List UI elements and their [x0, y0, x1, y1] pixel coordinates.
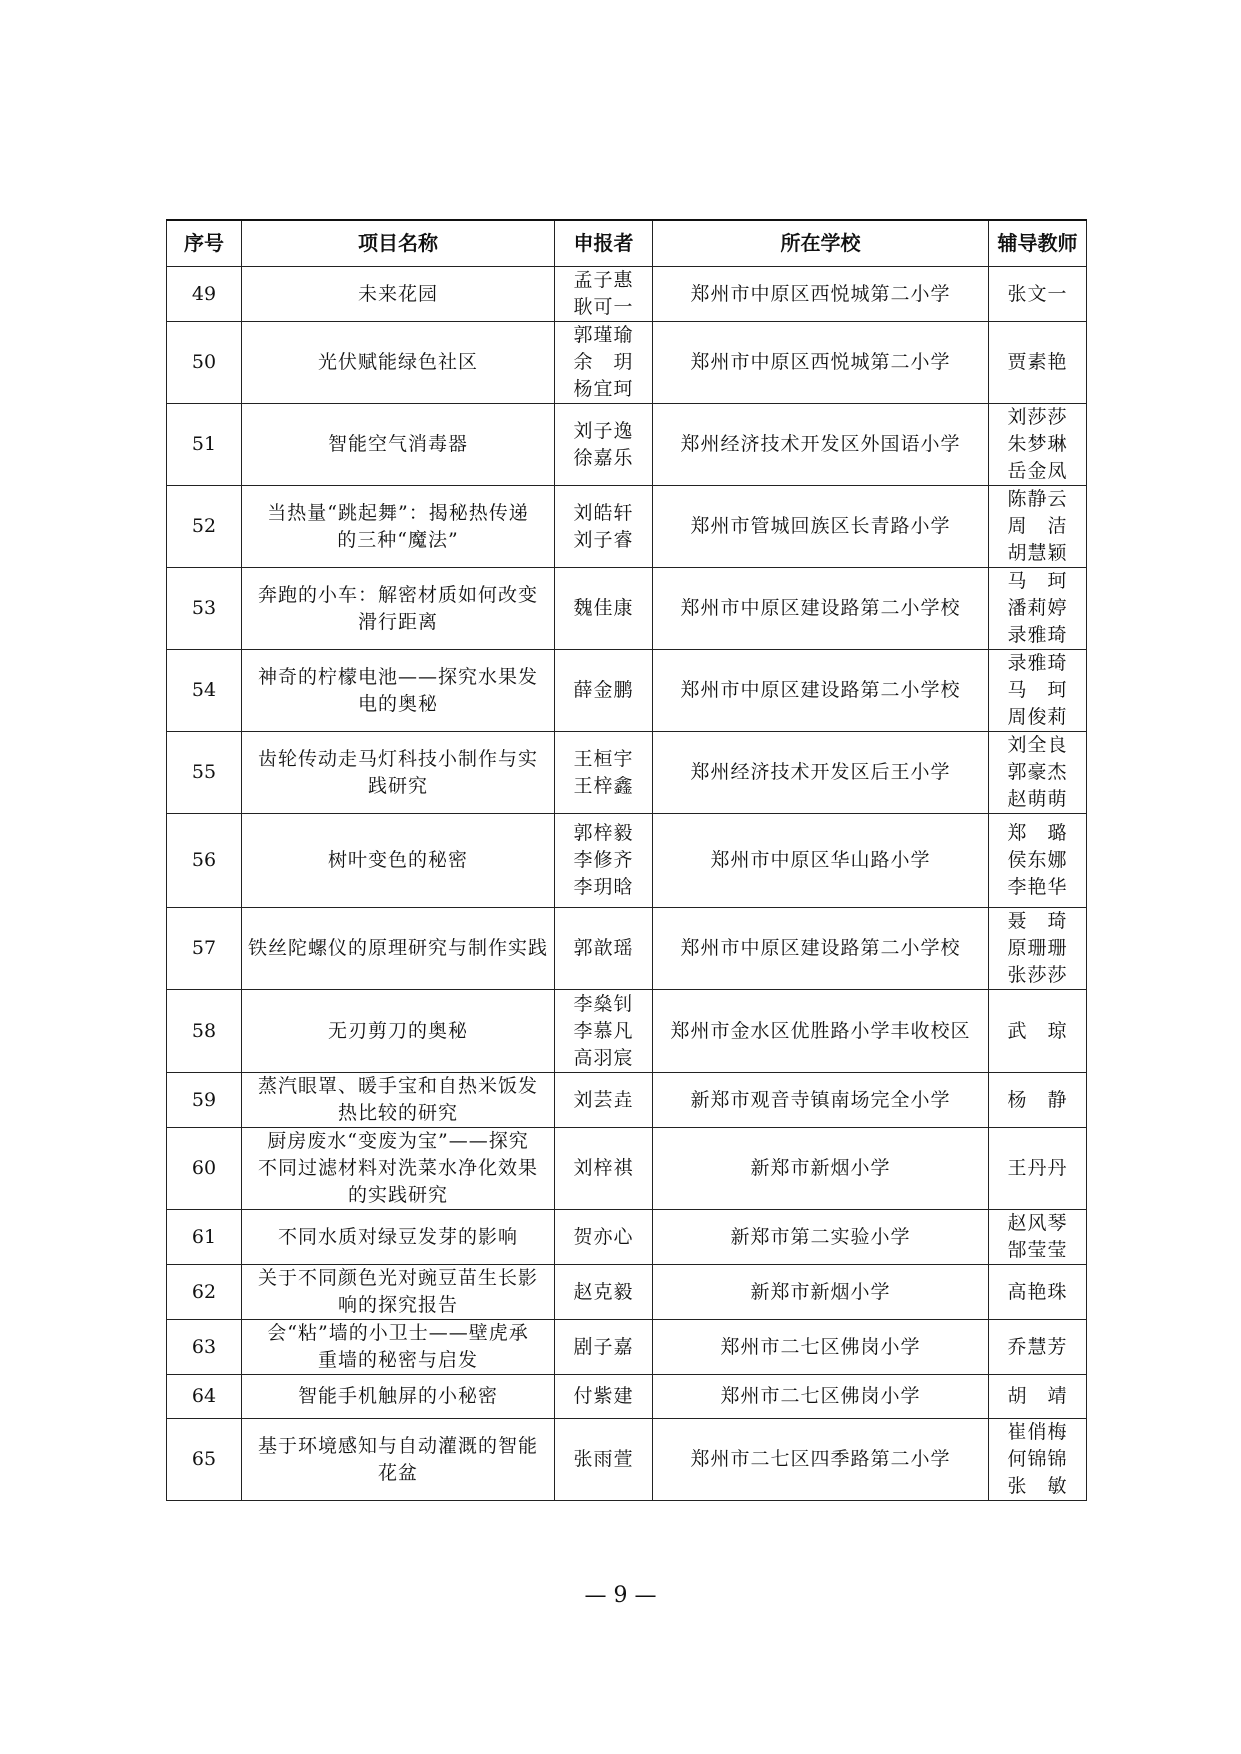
cell-project	[242, 1128, 555, 1210]
teacher-name: 周 洁	[1007, 515, 1068, 537]
header-teacher: 辅导教师	[989, 220, 1087, 267]
teacher-name: 刘全良	[1007, 734, 1068, 756]
table-row	[167, 990, 1087, 1073]
cell-teachers	[989, 486, 1087, 568]
project-name-line: 花盆	[377, 1461, 418, 1484]
project-name-line: 会“粘”墙的小卫士——壁虎承	[267, 1322, 529, 1344]
cell-school: 新郑市观音寺镇南场完全小学	[653, 1073, 989, 1128]
teacher-name: 赵萌萌	[1007, 788, 1068, 810]
cell-teachers	[989, 814, 1087, 908]
teacher-name: 郜莹莹	[1007, 1239, 1068, 1261]
cell-project	[242, 1419, 555, 1501]
cell-school: 郑州市中原区建设路第二小学校	[653, 650, 989, 732]
cell-applicants	[555, 990, 653, 1073]
applicant-name: 薛金鹏	[573, 679, 634, 701]
applicant-name: 李修齐	[573, 849, 634, 871]
cell-school: 郑州市中原区西悦城第二小学	[653, 322, 989, 404]
project-name-line: 树叶变色的秘密	[327, 849, 468, 871]
teacher-name: 崔俏梅	[1007, 1421, 1068, 1443]
table-row	[167, 404, 1087, 486]
applicant-name: 余 玥	[573, 351, 634, 373]
applicant-name: 李玥晗	[573, 876, 634, 898]
table-row	[167, 267, 1087, 322]
applicant-name: 张雨萱	[573, 1448, 634, 1470]
cell-project	[242, 650, 555, 732]
applicant-name: 刘子逸	[573, 419, 634, 442]
cell-applicants	[555, 650, 653, 732]
cell-applicants	[555, 322, 653, 404]
cell-seq: 61	[167, 1210, 242, 1265]
cell-teachers	[989, 322, 1087, 404]
project-name-line: 的实践研究	[347, 1184, 448, 1206]
applicant-name: 刘子睿	[573, 528, 634, 551]
cell-seq: 54	[167, 650, 242, 732]
teacher-name: 贾素艳	[1007, 351, 1068, 373]
cell-applicants	[555, 404, 653, 486]
cell-teachers	[989, 267, 1087, 322]
project-name-line: 不同水质对绿豆发芽的影响	[277, 1225, 518, 1248]
cell-school: 郑州市管城回族区长青路小学	[653, 486, 989, 568]
project-name-line: 电的奥秘	[357, 692, 438, 715]
cell-seq: 62	[167, 1265, 242, 1320]
cell-school: 新郑市新烟小学	[653, 1128, 989, 1210]
cell-teachers	[989, 1073, 1087, 1128]
project-name-line: 重墙的秘密与启发	[317, 1349, 478, 1371]
cell-teachers	[989, 990, 1087, 1073]
table-row	[167, 732, 1087, 814]
project-name-line: 不同过滤材料对洗菜水净化效果	[257, 1157, 538, 1179]
table-row	[167, 814, 1087, 908]
cell-teachers	[989, 1320, 1087, 1375]
table-row	[167, 1128, 1087, 1210]
cell-applicants	[555, 1073, 653, 1128]
applicant-name: 高羽宸	[573, 1046, 634, 1069]
table-row	[167, 322, 1087, 404]
cell-applicants	[555, 1210, 653, 1265]
cell-seq: 50	[167, 322, 242, 404]
teacher-name: 杨 静	[1007, 1088, 1068, 1111]
project-name-line: 关于不同颜色光对豌豆苗生长影	[257, 1267, 538, 1289]
applicant-name: 剧子嘉	[573, 1335, 634, 1358]
cell-school: 郑州经济技术开发区外国语小学	[653, 404, 989, 486]
cell-seq: 55	[167, 732, 242, 814]
cell-school: 郑州市中原区华山路小学	[653, 814, 989, 908]
project-name-line: 热比较的研究	[337, 1102, 458, 1124]
project-name-line: 齿轮传动走马灯科技小制作与实	[257, 747, 538, 770]
teacher-name: 高艳珠	[1007, 1280, 1068, 1303]
teacher-name: 侯东娜	[1007, 849, 1068, 871]
applicant-name: 孟子惠	[573, 269, 634, 291]
cell-school: 新郑市第二实验小学	[653, 1210, 989, 1265]
cell-applicants	[555, 908, 653, 990]
applicant-name: 杨宜珂	[573, 378, 634, 400]
project-name-line: 厨房废水“变废为宝”——探究	[267, 1130, 529, 1152]
cell-school: 郑州市中原区建设路第二小学校	[653, 908, 989, 990]
project-name-line: 无刃剪刀的奥秘	[327, 1019, 468, 1042]
cell-applicants	[555, 1419, 653, 1501]
cell-teachers	[989, 908, 1087, 990]
table-row	[167, 1320, 1087, 1375]
applicant-name: 赵克毅	[573, 1280, 634, 1303]
table-row	[167, 1419, 1087, 1501]
cell-project	[242, 486, 555, 568]
teacher-name: 郑 璐	[1007, 822, 1068, 844]
cell-seq: 59	[167, 1073, 242, 1128]
project-name-line: 当热量“跳起舞”：揭秘热传递	[267, 501, 529, 524]
table-row	[167, 1265, 1087, 1320]
teacher-name: 胡 靖	[1007, 1385, 1068, 1407]
cell-teachers	[989, 1210, 1087, 1265]
table-row	[167, 1210, 1087, 1265]
project-name-line: 基于环境感知与自动灌溉的智能	[257, 1434, 538, 1457]
teacher-name: 赵风琴	[1007, 1212, 1068, 1234]
cell-project	[242, 1210, 555, 1265]
cell-seq: 49	[167, 267, 242, 322]
cell-project	[242, 1265, 555, 1320]
cell-seq: 56	[167, 814, 242, 908]
cell-project	[242, 404, 555, 486]
applicant-name: 李慕凡	[573, 1019, 634, 1042]
cell-school: 郑州市二七区佛岗小学	[653, 1375, 989, 1419]
teacher-name: 朱梦琳	[1007, 433, 1068, 455]
teacher-name: 刘莎莎	[1007, 406, 1068, 428]
cell-project	[242, 732, 555, 814]
cell-project	[242, 568, 555, 650]
teacher-name: 潘莉婷	[1007, 597, 1068, 619]
project-name-line: 奔跑的小车：解密材质如何改变	[257, 583, 538, 606]
cell-project	[242, 908, 555, 990]
cell-seq: 58	[167, 990, 242, 1073]
cell-applicants	[555, 568, 653, 650]
applicant-name: 王梓鑫	[573, 774, 634, 797]
cell-project	[242, 990, 555, 1073]
cell-teachers	[989, 568, 1087, 650]
cell-applicants	[555, 732, 653, 814]
applicant-name: 王桓宇	[573, 747, 634, 770]
project-name-line: 智能手机触屏的小秘密	[297, 1385, 498, 1407]
teacher-name: 录雅琦	[1007, 652, 1068, 674]
cell-teachers	[989, 1128, 1087, 1210]
cell-project	[242, 322, 555, 404]
cell-school: 新郑市新烟小学	[653, 1265, 989, 1320]
cell-school: 郑州市中原区西悦城第二小学	[653, 267, 989, 322]
applicant-name: 贺亦心	[573, 1225, 634, 1248]
table-body	[167, 267, 1087, 1501]
cell-teachers	[989, 732, 1087, 814]
page-number: — 9 —	[584, 1583, 657, 1608]
cell-school: 郑州市二七区四季路第二小学	[653, 1419, 989, 1501]
cell-seq: 57	[167, 908, 242, 990]
header-project: 项目名称	[242, 220, 555, 267]
teacher-name: 张文一	[1007, 282, 1068, 305]
cell-project	[242, 1073, 555, 1128]
results-table	[166, 219, 1087, 1501]
teacher-name: 聂 琦	[1007, 910, 1068, 932]
cell-applicants	[555, 1265, 653, 1320]
teacher-name: 岳金凤	[1007, 460, 1068, 482]
project-name-line: 蒸汽眼罩、暖手宝和自热米饭发	[257, 1075, 538, 1097]
table-row	[167, 650, 1087, 732]
cell-seq: 65	[167, 1419, 242, 1501]
applicant-name: 魏佳康	[573, 597, 634, 619]
header-applicant: 申报者	[555, 220, 653, 267]
cell-applicants	[555, 814, 653, 908]
cell-seq: 63	[167, 1320, 242, 1375]
teacher-name: 王丹丹	[1007, 1157, 1068, 1179]
cell-applicants	[555, 1128, 653, 1210]
applicant-name: 李燊钊	[573, 992, 634, 1015]
cell-seq: 64	[167, 1375, 242, 1419]
teacher-name: 原珊珊	[1007, 937, 1068, 959]
cell-project	[242, 1320, 555, 1375]
teacher-name: 周俊莉	[1007, 706, 1068, 728]
cell-seq: 52	[167, 486, 242, 568]
project-name-line: 践研究	[367, 774, 428, 797]
project-name-line: 神奇的柠檬电池——探究水果发	[257, 665, 538, 688]
cell-teachers	[989, 1265, 1087, 1320]
table-row	[167, 486, 1087, 568]
applicant-name: 郭歆瑶	[573, 937, 634, 959]
cell-project	[242, 1375, 555, 1419]
cell-applicants	[555, 1375, 653, 1419]
table-row	[167, 908, 1087, 990]
applicant-name: 郭梓毅	[573, 822, 634, 844]
teacher-name: 李艳华	[1007, 876, 1068, 898]
cell-seq: 53	[167, 568, 242, 650]
table-row	[167, 1073, 1087, 1128]
project-name-line: 光伏赋能绿色社区	[317, 351, 478, 373]
applicant-name: 刘梓祺	[573, 1157, 634, 1179]
cell-seq: 60	[167, 1128, 242, 1210]
cell-teachers	[989, 404, 1087, 486]
header-school: 所在学校	[653, 220, 989, 267]
cell-school: 郑州市中原区建设路第二小学校	[653, 568, 989, 650]
applicant-name: 付紫建	[573, 1385, 634, 1407]
project-name-line: 滑行距离	[357, 610, 438, 633]
cell-school: 郑州市二七区佛岗小学	[653, 1320, 989, 1375]
cell-teachers	[989, 650, 1087, 732]
teacher-name: 乔慧芳	[1007, 1335, 1068, 1358]
applicant-name: 耿可一	[573, 296, 634, 318]
cell-seq: 51	[167, 404, 242, 486]
cell-applicants	[555, 486, 653, 568]
teacher-name: 张 敏	[1007, 1475, 1068, 1497]
cell-project	[242, 814, 555, 908]
teacher-name: 郭豪杰	[1007, 761, 1068, 783]
applicant-name: 郭瑾瑜	[573, 324, 634, 346]
cell-school: 郑州市金水区优胜路小学丰收校区	[653, 990, 989, 1073]
cell-teachers	[989, 1419, 1087, 1501]
table-header-row	[167, 220, 1087, 267]
table-row	[167, 1375, 1087, 1419]
teacher-name: 张莎莎	[1007, 964, 1068, 986]
cell-applicants	[555, 267, 653, 322]
teacher-name: 马 珂	[1007, 570, 1068, 592]
teacher-name: 陈静云	[1007, 488, 1068, 510]
applicant-name: 徐嘉乐	[573, 446, 634, 469]
applicant-name: 刘芸垚	[573, 1088, 634, 1111]
cell-applicants	[555, 1320, 653, 1375]
cell-school: 郑州经济技术开发区后王小学	[653, 732, 989, 814]
teacher-name: 武 琼	[1007, 1019, 1068, 1042]
teacher-name: 胡慧颖	[1007, 542, 1068, 564]
project-name-line: 的三种“魔法”	[337, 528, 459, 551]
header-seq: 序号	[167, 220, 242, 267]
project-name-line: 铁丝陀螺仪的原理研究与制作实践	[247, 937, 548, 959]
project-name-line: 智能空气消毒器	[327, 433, 468, 455]
applicant-name: 刘皓轩	[573, 501, 634, 524]
teacher-name: 何锦锦	[1007, 1448, 1068, 1470]
project-name-line: 未来花园	[357, 282, 438, 305]
teacher-name: 录雅琦	[1007, 624, 1068, 646]
table-row	[167, 568, 1087, 650]
project-name-line: 响的探究报告	[337, 1294, 458, 1316]
teacher-name: 马 珂	[1007, 679, 1068, 701]
cell-teachers	[989, 1375, 1087, 1419]
cell-project	[242, 267, 555, 322]
